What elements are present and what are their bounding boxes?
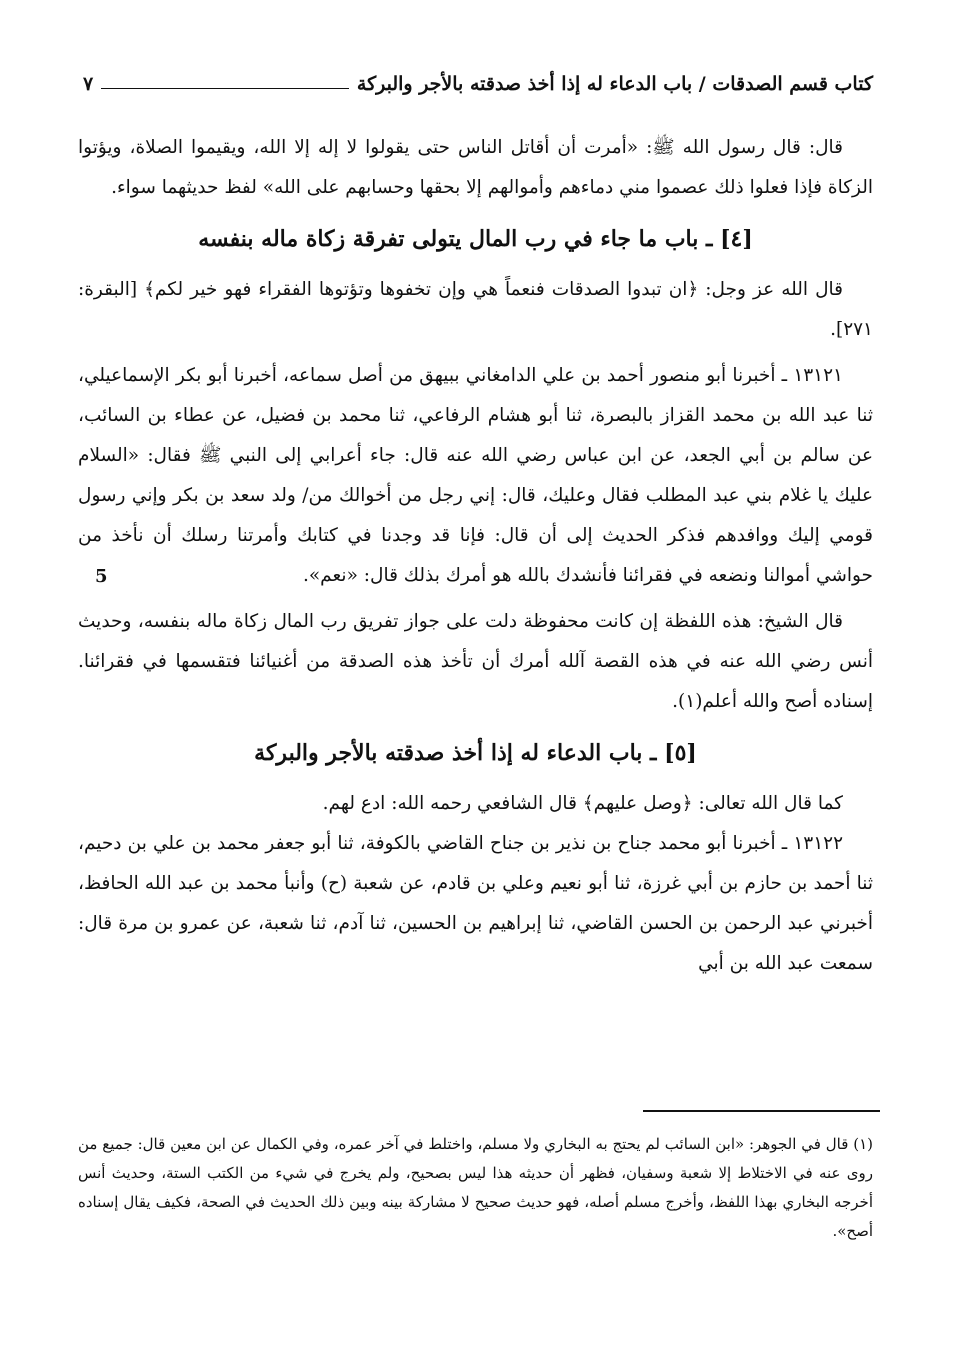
margin-line-number: 5 <box>95 566 108 587</box>
paragraph-hadith-13122: ١٣١٢٢ ـ أخبرنا أبو محمد جناح بن نذير بن جناح القاضي بالكوفة، ثنا أبو جعفر محمد بن علي بن دحيم، ثنا أحمد بن حازم بن أبي غرزة، ثنا أبو نعيم وعلي بن قادم، عن شعبة (ح) وأنبأ محمد بن عبد الله الحافظ، أخبرني عبد الرحمن بن الحسن القاضي، ثنا إبراهيم بن الحسين، ثنا آدم، ثنا شعبة، عن عمرو بن مرة قال: سمعت عبد الله بن أبي <box>78 833 873 974</box>
page-number: ٧ <box>83 73 94 95</box>
header-title: كتاب قسم الصدقات / باب الدعاء له إذا أخذ صدقته بالأجر والبركة <box>356 73 873 95</box>
section-5-heading: [٥] ـ باب الدعاء له إذا أخذ صدقته بالأجر والبركة <box>254 740 697 766</box>
paragraph-hadith-13121: ١٣١٢١ ـ أخبرنا أبو منصور أحمد بن علي الدامغاني ببيهق من أصل سماعه، أخبرنا أبو بكر الإسماعيلي، ثنا عبد الله بن محمد القزاز بالبصرة، ثنا أبو هشام الرفاعي، ثنا محمد بن فضيل، عن عطاء بن السائب، عن سالم بن أبي الجعد، عن ابن عباس رضي الله عنه قال: جاء أعرابي إلى النبي ﷺ فقال: «السلام عليك يا غلام بني عبد المطلب فقال وعليك، قال: إني رجل من أخوالك من/ ولد سعد بن بكر وإني رسول قومي إليك ووافدهم فذكر الحديث إلى أن قال: فإنا قد وجدنا في كتابك وأمرتنا رسلك أن نأخذ من حواشي أموالنا ونضعه في فقرائنا فأنشدك بالله هو أمرك بذلك قال: «نعم». <box>78 365 873 586</box>
paragraph-shafii-quote: كما قال الله تعالى: ﴿وصل عليهم﴾ قال الشافعي رحمه الله: ادع لهم. <box>322 793 843 814</box>
section-4-heading: [٤] ـ باب ما جاء في رب المال يتولى تفرقة زكاة ماله بنفسه <box>198 226 753 252</box>
paragraph-quran-verse: قال الله عز وجل: ﴿ان تبدوا الصدقات فنعماً هي وإن تخفوها وتؤتوها الفقراء فهو خير لكم﴾ [البقرة: ٢٧١]. <box>78 279 873 340</box>
header-rule <box>101 88 349 89</box>
paragraph-hadith-intro: قال: قال رسول الله ﷺ: «أمرت أن أقاتل الناس حتى يقولوا لا إله إلا الله، ويقيموا الصلاة، ويؤتوا الزكاة فإذا فعلوا ذلك عصموا مني دماءهم وأموالهم إلا بحقها وحسابهم على الله» لفظ حديثهما سواء. <box>78 137 873 198</box>
footnote-separator <box>643 1110 880 1112</box>
footnote: (١) قال في الجوهر: «ابن السائب لم يحتج به البخاري ولا مسلم، واختلط في آخر عمره، وفي الكمال عن ابن معين قال: جميع من روى عنه في الاختلاط إلا شعبة وسفيان، فظهر أن حديثه هذا ليس بصحيح، ولم يخرج في شيء من الكتب الستة، وحديث أنس أخرجه البخاري بهذا اللفظ، وأخرج مسلم أصله، فهو حديث صحيح لا مشاركة بينه وبين ذلك الحديث في الصحة، فكيف يقال إسناده أصح». <box>78 1135 874 1240</box>
paragraph-shaykh-comment: قال الشيخ: هذه اللفظة إن كانت محفوظة دلت على جواز تفريق رب المال زكاة ماله بنفسه، وحديث أنس رضي الله عنه في هذه القصة آلله أمرك أن تأخذ هذه الصدقة من أغنيائنا فتقسمها في فقرائنا. إسناده أصح والله أعلم(١). <box>78 611 873 712</box>
running-header <box>83 66 873 102</box>
main-text <box>78 128 873 984</box>
